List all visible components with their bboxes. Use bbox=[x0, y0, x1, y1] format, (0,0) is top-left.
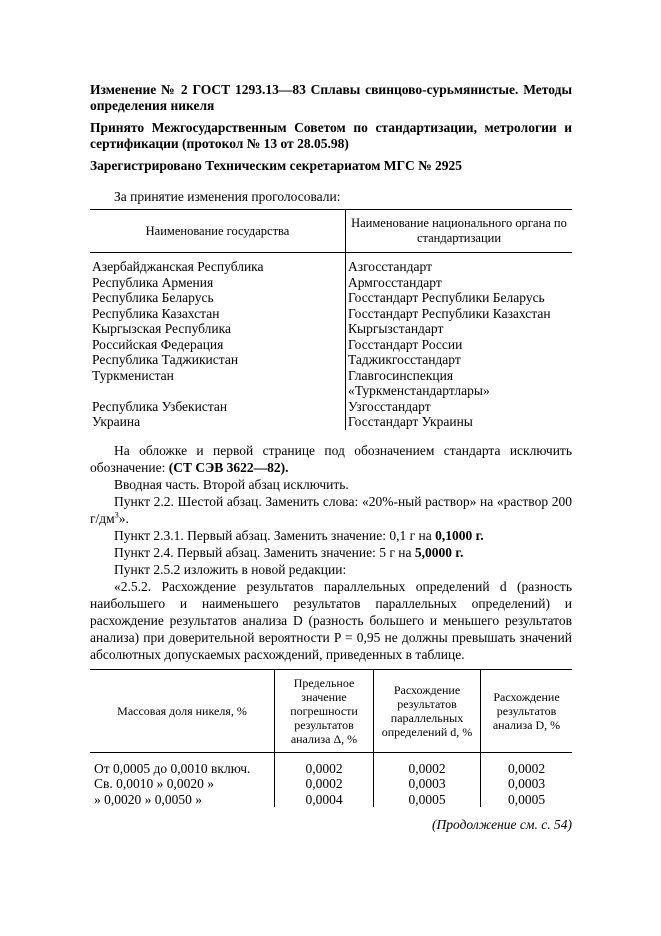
adoption-note: Принято Межгосударственным Советом по стандартизации, метрологии и сертификации (протокол № 13 от 28.05.98) bbox=[90, 120, 572, 151]
state-name: Республика Узбекистан bbox=[90, 399, 346, 415]
table-row bbox=[90, 275, 572, 291]
paragraph-2-4-text: Пункт 2.4. Первый абзац. Заменить значение: 5 г на bbox=[114, 544, 415, 560]
error-limit-value: 0,0004 bbox=[275, 792, 374, 808]
parallel-divergence-value: 0,0003 bbox=[374, 776, 481, 792]
standards-body: Госстандарт Республики Казахстан bbox=[348, 305, 551, 321]
col-analysis-divergence: Расхождение результатов анализа D, % bbox=[481, 669, 573, 752]
nickel-tolerance-table bbox=[90, 669, 572, 808]
col-parallel-divergence: Расхождение результатов параллельных определений d, % bbox=[374, 669, 481, 752]
paragraph-2-4-value: 5,0000 г. bbox=[414, 544, 464, 560]
paragraph-2-2 bbox=[90, 493, 572, 527]
state-name: Российская Федерация bbox=[90, 337, 346, 353]
continuation-note: (Продолжение см. с. 54) bbox=[432, 817, 572, 832]
voting-intro: За принятие изменения проголосовали: bbox=[114, 189, 341, 204]
standards-body: Госстандарт России bbox=[348, 336, 463, 352]
table-row bbox=[90, 321, 572, 337]
amendment-title: Изменение № 2 ГОСТ 1293.13—83 Сплавы свинцово-сурьмянистые. Методы определения никеля bbox=[90, 82, 572, 113]
table-row bbox=[90, 306, 572, 322]
mass-fraction-range: Св. 0,0010 » 0,0020 » bbox=[90, 776, 275, 792]
state-name: Украина bbox=[90, 414, 346, 430]
state-name: Республика Казахстан bbox=[90, 306, 346, 322]
standards-body: Главгосинспекция «Туркменстандартлары» bbox=[348, 367, 490, 398]
document-page bbox=[90, 82, 572, 847]
table-row bbox=[90, 399, 572, 415]
state-name: Республика Таджикистан bbox=[90, 352, 346, 368]
standards-body: Таджикгосстандарт bbox=[348, 352, 461, 367]
state-name: Республика Армения bbox=[90, 275, 346, 291]
table-row bbox=[90, 776, 572, 792]
parallel-divergence-value: 0,0002 bbox=[374, 752, 481, 776]
table-row bbox=[90, 752, 572, 776]
state-name: Республика Беларусь bbox=[90, 290, 346, 306]
table-row bbox=[90, 290, 572, 306]
table-row bbox=[90, 792, 572, 808]
paragraph-2-2-text: Пункт 2.2. Шестой абзац. Заменить слова: «20%-ный раствор» на «раствор 200 г/дм bbox=[90, 493, 572, 526]
error-limit-value: 0,0002 bbox=[275, 752, 374, 776]
col-body-header: Наименование национального органа по стандартизации bbox=[346, 210, 573, 253]
mass-fraction-range: » 0,0020 » 0,0050 » bbox=[90, 792, 275, 808]
mass-fraction-range: От 0,0005 до 0,0010 включ. bbox=[90, 752, 275, 776]
paragraph-2-4 bbox=[90, 544, 572, 561]
paragraph-2-2-end: ». bbox=[118, 510, 129, 526]
col-state-header: Наименование государства bbox=[90, 210, 346, 253]
paragraph-cover bbox=[90, 442, 572, 476]
state-name: Кыргызская Республика bbox=[90, 321, 346, 337]
paragraph-2-3-1 bbox=[90, 527, 572, 544]
table-row bbox=[90, 253, 572, 275]
standards-body: Узгосстандарт bbox=[348, 398, 431, 414]
paragraph-cover-designation: (СТ СЭВ 3622—82). bbox=[168, 459, 289, 475]
parallel-divergence-value: 0,0005 bbox=[374, 792, 481, 808]
superscript: 3 bbox=[114, 510, 119, 519]
standards-body: Армгосстандарт bbox=[348, 274, 442, 290]
standards-body: Госстандарт Республики Беларусь bbox=[348, 290, 545, 305]
paragraph-2-5-2-intro: Пункт 2.5.2 изложить в новой редакции: bbox=[114, 561, 347, 577]
analysis-divergence-value: 0,0005 bbox=[507, 791, 546, 807]
paragraph-2-3-1-value: 0,1000 г. bbox=[435, 527, 484, 543]
analysis-divergence-value: 0,0003 bbox=[507, 776, 546, 791]
col-mass-fraction: Массовая доля никеля, % bbox=[90, 669, 275, 752]
error-limit-value: 0,0002 bbox=[275, 776, 374, 792]
paragraph-intro: Вводная часть. Второй абзац исключить. bbox=[114, 476, 349, 492]
standards-body: Кыргызстандарт bbox=[348, 321, 444, 336]
registration-note: Зарегистрировано Техническим секретариатом МГС № 2925 bbox=[90, 158, 463, 173]
state-name: Туркменистан bbox=[90, 368, 346, 399]
paragraph-2-3-1-text: Пункт 2.3.1. Первый абзац. Заменить значение: 0,1 г на bbox=[114, 527, 436, 543]
voting-table bbox=[90, 209, 572, 430]
standards-body: Госстандарт Украины bbox=[348, 414, 473, 429]
standards-body: Азгосстандарт bbox=[348, 259, 432, 274]
paragraph-2-5-2: «2.5.2. Расхождение результатов параллельных определений d (разность наибольшего и наименьшего результатов параллельных определений) и расхождение результатов анализа D (разность большего и меньшего результатов анализа) при доверительной вероятности P = 0,95 не должны превышать значений абсолютных допускаемых расхождений, приведенных в таблице. bbox=[90, 578, 572, 662]
table-row bbox=[90, 414, 572, 430]
state-name: Азербайджанская Республика bbox=[90, 253, 346, 275]
table-row bbox=[90, 337, 572, 353]
table-row bbox=[90, 368, 572, 399]
col-error-limit: Предельное значение погрешности результатов анализа Δ, % bbox=[275, 669, 374, 752]
paragraph-cover-text: На обложке и первой странице под обозначением стандарта исключить обозначение: bbox=[90, 442, 572, 475]
table-row bbox=[90, 352, 572, 368]
analysis-divergence-value: 0,0002 bbox=[507, 760, 546, 776]
